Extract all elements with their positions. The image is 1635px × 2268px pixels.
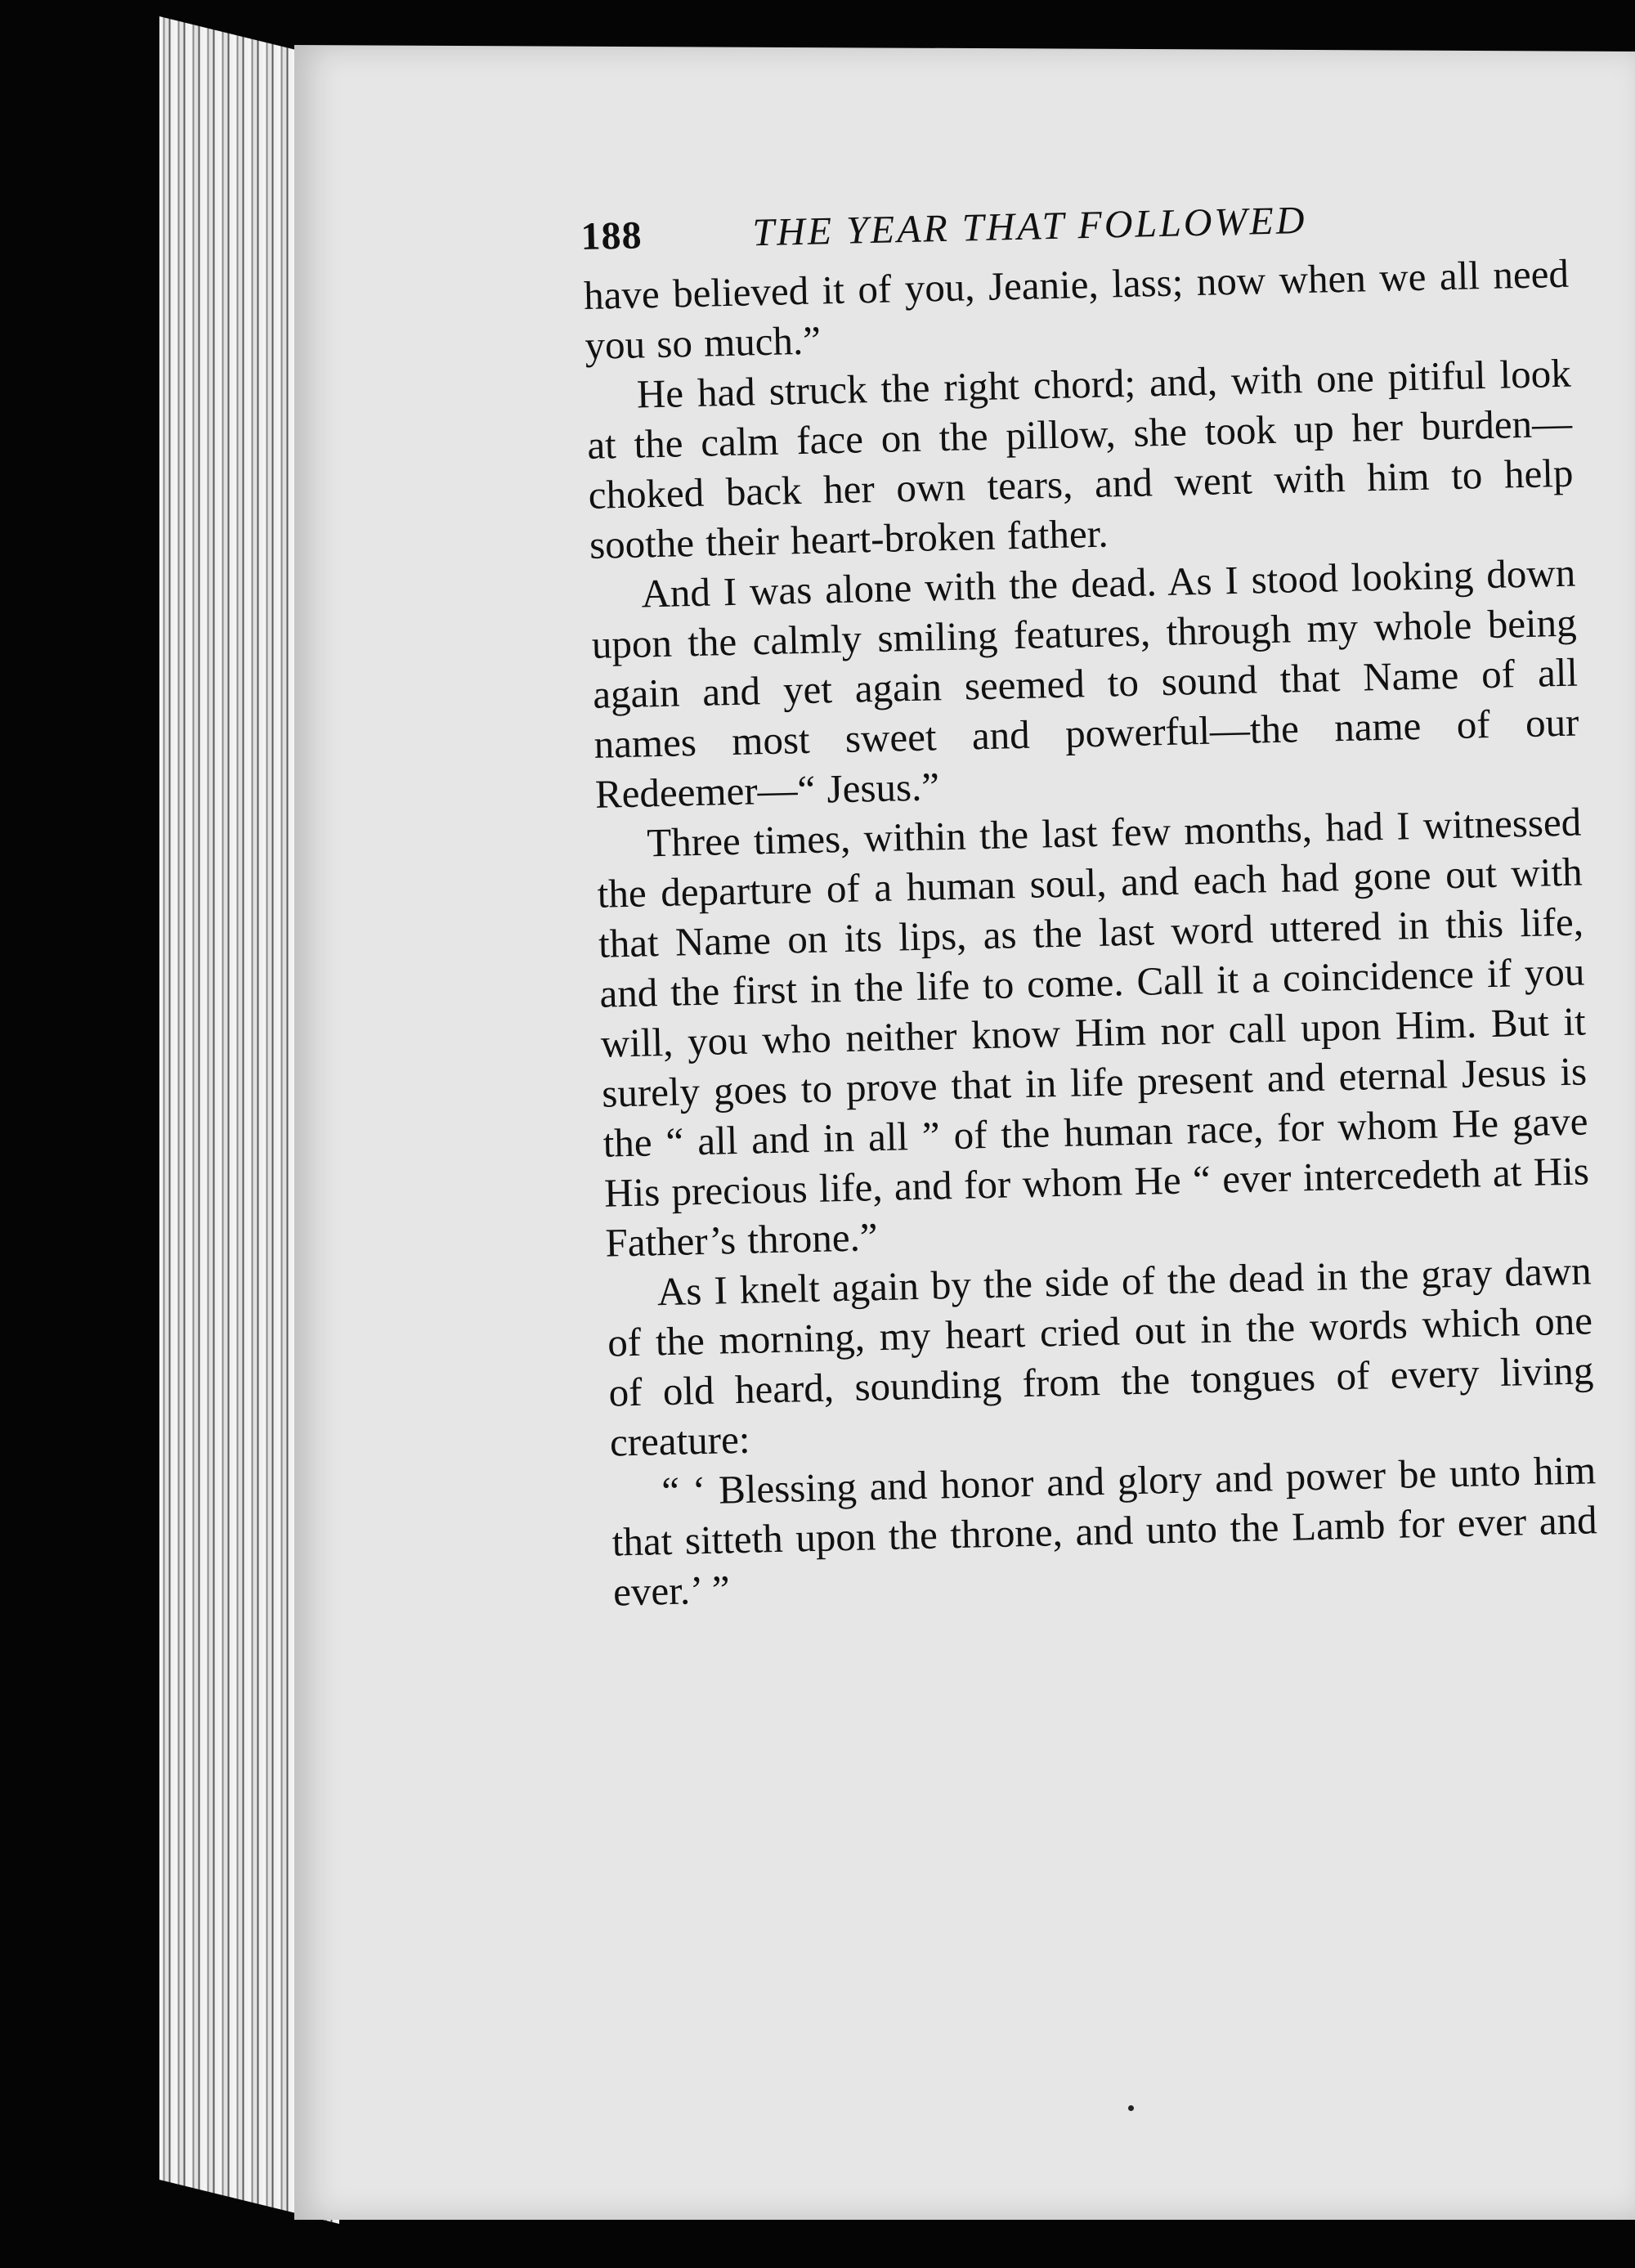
paragraph: have believed it of you, Jeanie, lass; now when we all need you so much.”	[583, 250, 1570, 368]
page-content	[294, 191, 1610, 1623]
ink-speck	[1128, 2105, 1134, 2111]
paragraph: As I knelt again by the side of the dead in the gray dawn of the morning, my heart cried out in the words which one of old heard, sounding from the tongues of every living creature:	[607, 1248, 1594, 1465]
body-text	[583, 249, 1598, 1617]
paragraph: “ ‘ Blessing and honor and glory and power be unto him that sitteth upon the throne, and unto the Lamb for ever and ever.’ ”	[611, 1447, 1598, 1615]
paragraph: And I was alone with the dead. As I stood looking down upon the calmly smiling features, through my whole being again and yet again seemed to sound that Name of all names most sweet and powerful—the name of our Redeemer—“ Jesus.”	[591, 549, 1579, 817]
paragraph: Three times, within the last few months, had I witnessed the departure of a human soul, and each had gone out with that Name on its lips, as the last word uttered in this life, and the first in the life to come. Call it a coincidence if you will, you who neither know Him nor call upon Him. But it surely goes to prove that in life present and eternal Jesus is the “ all and in all ” of the human race, for whom He gave His precious life, and for whom He “ ever intercedeth at His Father’s throne.”	[597, 799, 1590, 1266]
page-number: 188	[580, 213, 643, 259]
running-title: THE YEAR THAT FOLLOWED	[751, 198, 1307, 255]
paragraph: He had struck the right chord; and, with one pitiful look at the calm face on the pillow, she took up her burden—choked back her own tears, and went with him to help soothe their heart-broken father.	[586, 350, 1575, 567]
